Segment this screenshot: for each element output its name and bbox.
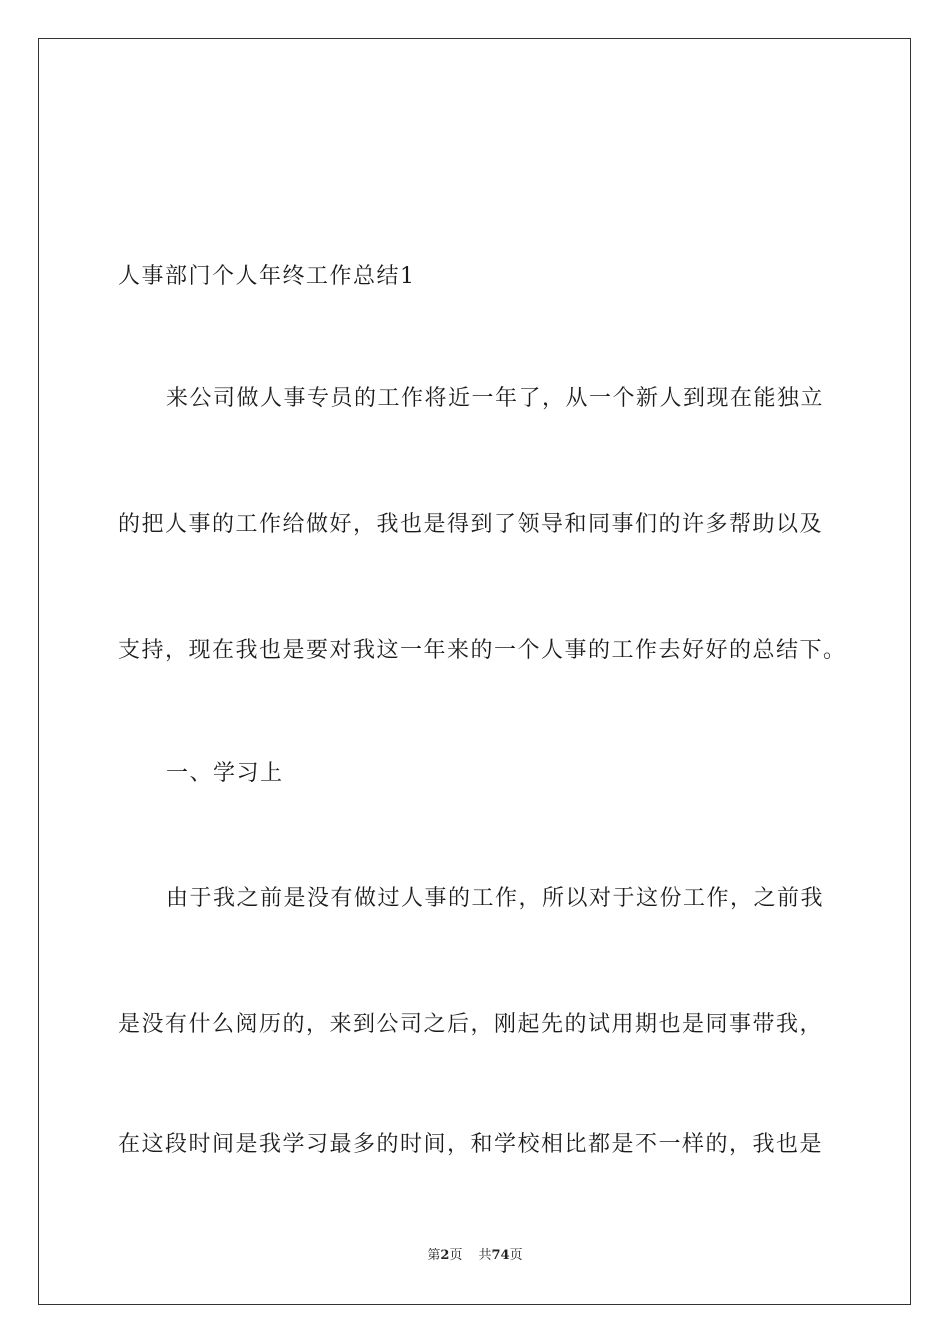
paragraph-line: 支持，现在我也是要对我这一年来的一个人事的工作去好好的总结下。 [118, 638, 847, 663]
page-prefix: 第 [427, 1248, 441, 1263]
total-suffix: 页 [509, 1248, 523, 1263]
paragraph-line: 是没有什么阅历的，来到公司之后，刚起先的试用期也是同事带我， [118, 1012, 824, 1037]
section-heading: 一、学习上 [166, 761, 284, 786]
paragraph-line: 在这段时间是我学习最多的时间，和学校相比都是不一样的，我也是 [118, 1132, 824, 1157]
document-title: 人事部门个人年终工作总结1 [118, 264, 416, 289]
page-suffix: 页 [449, 1248, 463, 1263]
page-border [38, 38, 911, 1305]
page-number: 2 [440, 1248, 450, 1263]
page-footer [0, 1246, 950, 1266]
paragraph-line: 的把人事的工作给做好，我也是得到了领导和同事们的许多帮助以及 [118, 512, 824, 537]
total-pages: 74 [491, 1248, 510, 1263]
paragraph-line: 来公司做人事专员的工作将近一年了，从一个新人到现在能独立 [166, 386, 825, 411]
paragraph-line: 由于我之前是没有做过人事的工作，所以对于这份工作，之前我 [166, 886, 825, 911]
total-prefix: 共 [478, 1248, 492, 1263]
